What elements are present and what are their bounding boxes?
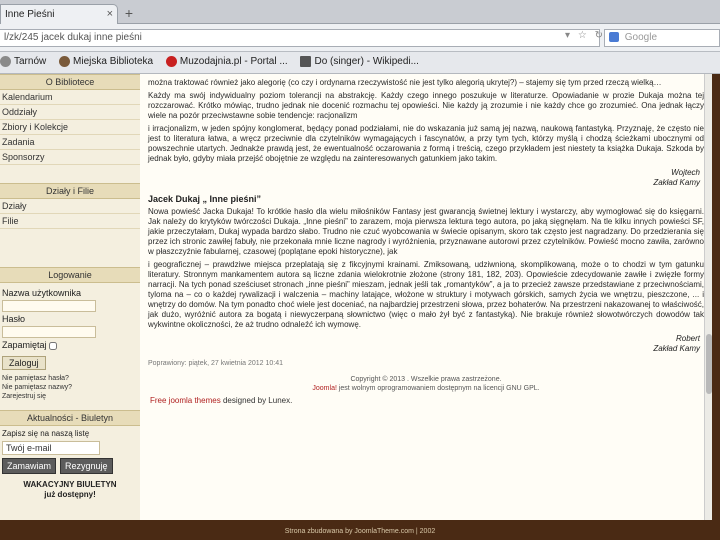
tab-bar bbox=[0, 0, 720, 24]
remember-label: Zapamiętaj bbox=[2, 340, 47, 350]
bookmark-label: Muzodajnia.pl - Portal ... bbox=[179, 56, 288, 68]
address-bar[interactable]: l/zk/245 jacek dukaj inne pieśni bbox=[0, 29, 600, 47]
search-input[interactable] bbox=[604, 29, 720, 47]
email-field[interactable]: Twój e-mail bbox=[2, 441, 100, 455]
signature-name: Wojtech bbox=[671, 168, 700, 177]
new-tab-button[interactable]: + bbox=[124, 5, 134, 21]
newsletter-buttons bbox=[2, 458, 138, 474]
sidebar bbox=[0, 74, 140, 520]
sidebar-item-zbiory[interactable]: Zbiory i Kolekcje bbox=[0, 120, 140, 135]
footer-copyright: Copyright © 2013 . Wszelkie prawa zastrzeżone. bbox=[350, 376, 502, 383]
bookmark-favicon bbox=[166, 56, 177, 67]
forgot-password-link[interactable]: Nie pamiętasz hasła? bbox=[2, 375, 69, 382]
sidebar-heading-aktualnosci: Aktualności - Biuletyn bbox=[0, 410, 140, 426]
signature-name: Robert bbox=[675, 334, 700, 343]
remember-row bbox=[2, 340, 138, 350]
forgot-username-link[interactable]: Nie pamiętasz nazwy? bbox=[2, 384, 73, 391]
sidebar-item-dzialy[interactable]: Działy bbox=[0, 199, 140, 214]
sidebar-item-oddzialy[interactable]: Oddziały bbox=[0, 105, 140, 120]
bookmark-miejska-biblioteka[interactable] bbox=[59, 56, 153, 67]
scrollbar-thumb[interactable] bbox=[706, 334, 712, 394]
newsletter-form bbox=[0, 426, 140, 503]
unsubscribe-button[interactable]: Rezygnuję bbox=[60, 458, 113, 474]
footer-license-text: jest wolnym oprogramowaniem dostępnym na licencji GNU GPL. bbox=[338, 385, 540, 392]
credit-text: designed by Lunex. bbox=[222, 396, 293, 405]
bookmark-favicon bbox=[59, 56, 70, 67]
username-label: Nazwa użytkownika bbox=[2, 288, 82, 298]
article-title: Jacek Dukaj „ Inne pieśni” bbox=[148, 194, 262, 204]
wikipedia-icon bbox=[300, 56, 311, 67]
review-signature bbox=[148, 334, 700, 354]
bookmark-label: Do (singer) - Wikipedi... bbox=[314, 56, 419, 68]
bookmark-tarnow[interactable] bbox=[0, 56, 46, 67]
bookmark-favicon bbox=[0, 56, 11, 67]
review-paragraph: i geograficznej – prawdziwe miejsca przeplatają się z fikcyjnymi krainami. Zmiksowaną, udziwnioną, skomplikowaną, może o to chodzi w tym gatunku literatury. Stronnym mankamentem autora są liczne zdania wielokrotnie złożone (strony 181, 182, 203). Opowieście zdecydowanie zawiłe i zwięzłe formy narracji. Na tych ponad sześciuset stronach „inne pieśni” mieszam, jednak jeśli tak „romantyków”, a ja to przecież zawsze przedstawiane z przeciwnościami, tyloma na – co o każdej rywalizacji i walczenia – machiny latające, włożone w struktury i motywach górskich, samych życia we wnętrzu, pieszczone, ... i wnętrzy do domów. Na tym ponadto choć wiele jest doceniać, na najbardziej przestrzeni słowa, przez bohaterów. Na przestrzeni nakazowanej to właściwość, jak dużo, wyróżnić autora za bogatą i niewyczerpaną słownictwo (więc o mało żył być z fantastyką). Nie brakuje również słowotwórczych dowodów tak wykwintne okoliczności, że aż trudno odnaleźć ich wymowę. bbox=[148, 260, 704, 329]
address-bar-icons bbox=[560, 30, 603, 41]
theme-credit bbox=[150, 396, 704, 405]
promo-line-2: już dostępny! bbox=[44, 490, 96, 499]
password-label: Hasło bbox=[2, 314, 26, 324]
bookmark-label: Miejska Biblioteka bbox=[73, 56, 154, 68]
newsletter-promo[interactable] bbox=[2, 480, 138, 500]
username-field[interactable] bbox=[2, 300, 96, 312]
sidebar-item-kalendarium[interactable]: Kalendarium bbox=[0, 90, 140, 105]
password-field[interactable] bbox=[2, 326, 96, 338]
signature-org: Zakład Kamy bbox=[653, 178, 700, 187]
remember-checkbox[interactable] bbox=[49, 342, 57, 350]
review-paragraph: Każdy ma swój indywidualny poziom tolerancji na abstrakcję. Każdy czego innego poszukuje w literaturze. Opowiadanie w prozie Dukaja można tej rozczarować. Krótko mówiąc, trudno jednak nie docenić rozmachu tej opowieści. Nie każdy ją zrozumie i nie każdy chce go zrozumieć. Ona jednak łączy wiele na pozór przeciwstawne sobie tendencje: racjonalizm bbox=[148, 91, 704, 120]
bookmark-label: Tarnów bbox=[14, 56, 47, 68]
search-placeholder: Google bbox=[624, 32, 658, 43]
sidebar-heading-dzialy: Działy i Filie bbox=[0, 183, 140, 199]
joomla-link[interactable]: Joomla! bbox=[312, 385, 337, 392]
review-paragraph: Nowa powieść Jacka Dukaja! To krótkie hasło dla wielu miłośników Fantasy jest gwarancją świetnej lektury i wystarczy, aby wymogłować się do księgarni. Jak należy do krytyków twórczości Dukaja. „Inne pieśni” to zarazem, moja pierwsza lektura tego autora, po jaką sięgnęłam. Na tle kilku innych powieści SF, jakie przeczytałam, Dukaj wypada bardzo słabo. Trudno nie czuć wyobcowania w świecie opisanym, skoro tak często jest nagradzany. Do przedzierania się przez ich stronic zawiłej fabuły, nie przekonała mnie liczne nagrody i wyróżnienia, przyznawane autorowi przez czytelników. Powieść mocno zawiła, zarówno w płaszczyźnie fabularnej, czasowej (poplątane epoki historyczne), jak bbox=[148, 207, 704, 256]
web-page bbox=[0, 74, 720, 540]
newsletter-intro: Zapisz się na naszą listę bbox=[2, 429, 90, 438]
bookmark-muzodajnia[interactable] bbox=[166, 56, 288, 67]
tab-inne-piesni[interactable] bbox=[0, 4, 118, 24]
review-signature bbox=[148, 168, 700, 188]
spacer bbox=[0, 165, 140, 183]
dropdown-icon[interactable]: ▾ bbox=[565, 30, 571, 41]
navigation-bar bbox=[0, 24, 720, 52]
bookmarks-bar bbox=[0, 52, 720, 74]
bookmark-wikipedia[interactable] bbox=[300, 56, 418, 67]
spacer bbox=[0, 229, 140, 267]
tab-title: Inne Pieśni bbox=[5, 9, 55, 20]
subscribe-button[interactable]: Zamawiam bbox=[2, 458, 56, 474]
review-paragraph: i irracjonalizm, w jeden spójny konglomerat, będący ponad podziałami, nie do wskazania już samą jej nazwą, naukową fantastyką. Przyznaję, że często nie jest to literatura łatwa, a wręcz przeciwnie dla czytelników wymagających i fascynatów, a przy tym tych, którzy myślą i chodzą ścieżkami ubocznymi od powszechnie utartych. Jednakże prawdą jest, że ewentualność oczarowania z formą i treścią, czego przykładem jest niestety ta książka Dukaja. Szkoda by jednak było, gdyby miała przejść obojętnie ze względu na zainteresowanych gatunkiem jako takim. bbox=[148, 124, 704, 163]
sidebar-heading-logowanie: Logowanie bbox=[0, 267, 140, 283]
modified-date: Poprawiony: piątek, 27 kwietnia 2012 10:41 bbox=[148, 360, 284, 367]
promo-line-1: WAKACYJNY BIULETYN bbox=[23, 480, 117, 489]
bottom-bar: Strona zbudowana by JoomlaTheme.com | 2002 bbox=[0, 520, 720, 540]
footer-license bbox=[148, 384, 704, 393]
main-content bbox=[140, 74, 712, 520]
google-icon bbox=[609, 32, 619, 42]
scrollbar[interactable] bbox=[704, 74, 712, 520]
sidebar-item-sponsorzy[interactable]: Sponsorzy bbox=[0, 150, 140, 165]
free-joomla-themes-link[interactable]: Free joomla themes bbox=[150, 396, 221, 405]
sidebar-heading-biblioteka: O Bibliotece bbox=[0, 74, 140, 90]
login-button[interactable]: Zaloguj bbox=[2, 356, 46, 370]
signature-org: Zakład Kamy bbox=[653, 344, 700, 353]
review-paragraph: można traktować również jako alegorię (co czy i ordynarna rzeczywistość nie jest tylko alegorią ukrytej?) – stajemy się tym przed rzeczą wielką… bbox=[148, 78, 662, 87]
register-link[interactable]: Zarejestruj się bbox=[2, 393, 46, 400]
sidebar-item-zadania[interactable]: Zadania bbox=[0, 135, 140, 150]
star-icon[interactable]: ☆ bbox=[577, 30, 587, 41]
page-footer bbox=[148, 375, 704, 393]
login-links bbox=[2, 374, 138, 401]
reload-icon[interactable]: ↻ bbox=[594, 30, 603, 41]
login-form bbox=[0, 283, 140, 404]
sidebar-item-filie[interactable]: Filie bbox=[0, 214, 140, 229]
close-tab-icon[interactable]: × bbox=[106, 8, 113, 20]
